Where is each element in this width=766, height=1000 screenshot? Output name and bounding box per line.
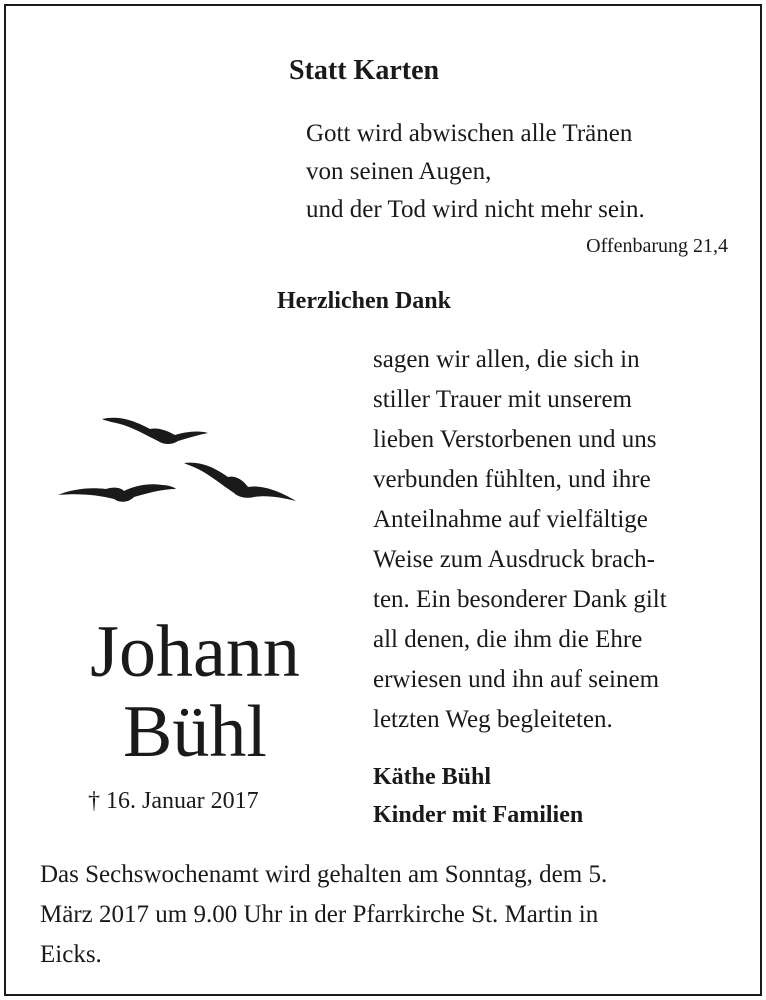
deceased-first-name: Johann xyxy=(90,611,300,693)
flying-birds-icon xyxy=(50,405,310,515)
thanks-text xyxy=(373,340,667,740)
deceased-name xyxy=(0,612,390,772)
thanks-line: ten. Ein besonderer Dank gilt xyxy=(373,586,667,613)
bible-verse xyxy=(306,115,645,229)
thanks-line: stiller Trauer mit unserem xyxy=(373,386,632,413)
verse-line: Gott wird abwischen alle Tränen xyxy=(306,120,633,147)
thanks-heading: Herzlichen Dank xyxy=(277,288,451,314)
signers xyxy=(373,758,583,834)
thanks-line: letzten Weg begleiteten. xyxy=(373,706,613,733)
thanks-line: lieben Verstorbenen und uns xyxy=(373,426,657,453)
thanks-line: verbunden fühlten, und ihre xyxy=(373,466,651,493)
thanks-line: sagen wir allen, die sich in xyxy=(373,346,640,373)
footer-line: Eicks. xyxy=(40,941,102,968)
signer: Käthe Bühl xyxy=(373,764,492,790)
footer-line: Das Sechswochenamt wird gehalten am Sonntag, dem 5. xyxy=(40,861,608,888)
service-announcement xyxy=(40,855,607,975)
verse-line: von seinen Augen, xyxy=(306,158,492,185)
deceased-last-name: Bühl xyxy=(123,691,267,773)
thanks-line: Anteilnahme auf vielfältige xyxy=(373,506,648,533)
thanks-line: erwiesen und ihn auf seinem xyxy=(373,666,660,693)
thanks-line: all denen, die ihm die Ehre xyxy=(373,626,643,653)
footer-line: März 2017 um 9.00 Uhr in der Pfarrkirche St. Martin in xyxy=(40,901,599,928)
thanks-line: Weise zum Ausdruck brach- xyxy=(373,546,655,573)
death-date: † 16. Januar 2017 xyxy=(88,788,259,814)
verse-line: und der Tod wird nicht mehr sein. xyxy=(306,196,645,223)
signer: Kinder mit Familien xyxy=(373,802,584,828)
notice-heading: Statt Karten xyxy=(289,55,440,86)
verse-source: Offenbarung 21,4 xyxy=(586,235,728,257)
